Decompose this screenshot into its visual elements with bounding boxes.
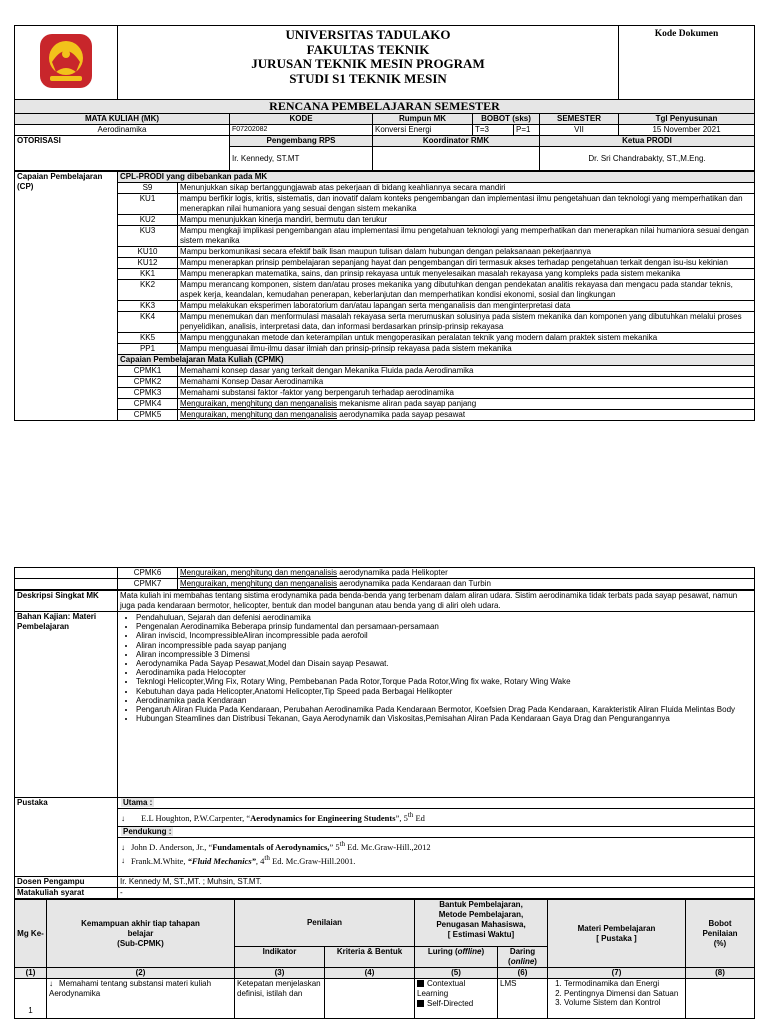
reference-support-list — [118, 838, 754, 877]
schedule-column-number: (2) — [47, 968, 235, 979]
cpl-row — [15, 183, 755, 194]
cpmk-code: CPMK5 — [118, 410, 178, 421]
cpl-code: KK3 — [118, 301, 178, 312]
lecturers-value: Ir. Kennedy M, ST.,MT. ; Muhsin, ST.MT. — [118, 877, 755, 888]
checkbox-icon — [417, 1000, 424, 1007]
otorisasi-coordinator — [373, 147, 540, 171]
schedule-header-indicator: Indikator — [235, 947, 325, 968]
schedule-weight — [686, 979, 755, 1019]
cpmk-code: CPMK4 — [118, 399, 178, 410]
topic-item: • Aliran incompressible 3 Dimensi — [136, 650, 752, 659]
cpmk-row — [15, 399, 755, 410]
arrow-bullet-icon: ↓ — [121, 856, 125, 866]
cpl-code: S9 — [118, 183, 178, 194]
cpl-code: KU12 — [118, 258, 178, 269]
cpmk-row — [15, 568, 755, 579]
cpmk-code: CPMK6 — [118, 568, 178, 579]
cp-label: Capaian Pembelajaran (CP) — [15, 172, 118, 421]
course-detail-table — [14, 590, 755, 899]
arrow-bullet-icon: ↓ — [49, 979, 53, 989]
schedule-indicator: Ketepatan menjelaskan definisi, istilah dan — [235, 979, 325, 1019]
topic-item: • Aliran incompressible pada sayap panjang — [136, 641, 752, 650]
cpl-text: Mampu melakukan eksperimen laboratorium dan/atau lapangan serta menganalisis dan menginterpretasi data — [178, 301, 755, 312]
cpl-text: Mampu menerapkan prinsip pembelajaran sepanjang hayat dan pengembangan diri termasuk akses terhadap pengetahuan terkait dengan isu-isu kekinian — [178, 258, 755, 269]
cpmk-row — [15, 388, 755, 399]
schedule-offline: Contextual Learning Self-Directed — [415, 979, 498, 1019]
cpmk-text: Memahami Konsep Dasar Aerodinamika — [178, 377, 755, 388]
references-support-label: Pendukung : — [123, 826, 172, 836]
course-semester: VII — [540, 125, 619, 136]
cpmk-code: CPMK1 — [118, 366, 178, 377]
col-header-date: Tgl Penyusunan — [619, 114, 755, 125]
references-cell — [118, 798, 755, 877]
cpmk-text: Memahami konsep dasar yang terkait dengan Mekanika Fluida pada Aerodinamika — [178, 366, 755, 377]
cpl-text: Mampu berkomunikasi secara efektif baik lisan maupun tulisan dalam hubungan dengan pelaksanaan pekerjaannya — [178, 247, 755, 258]
cpmk-continued-table — [14, 567, 755, 590]
schedule-column-number: (7) — [548, 968, 686, 979]
cpmk-code: CPMK7 — [118, 579, 178, 590]
schedule-material — [548, 979, 686, 1019]
topic-item: • Aerodinamika pada Kendaraan — [136, 696, 752, 705]
cpl-text: Mampu menemukan dan menformulasi masalah rekayasa serta merumuskan solusinya pada sistem mekanika dan komponen yang dibutuhkan melalui proses penyelidikan, analisis, interpretasi data, dan informasi berdasarkan prinsip-prinsip rekayasa — [178, 312, 755, 333]
prerequisite-label: Matakuliah syarat — [15, 888, 118, 899]
cpl-text: Mampu menerapkan matematika, sains, dan prinsip rekayasa untuk menyelesaikan masalah rekayasa yang kompleks pada sistem mekanika — [178, 269, 755, 280]
cpl-text: Mampu merancang komponen, sistem dan/atau proses mekanika yang dibutuhkan dengan pendekatan analitis rekayasa dan mengacu pada standar teknis, aspek kerja, keandalan, kemudahan penerapan, keberlanjutan dan memperhatikan kondisi ekonomi, sosial dan lingkungan — [178, 280, 755, 301]
cpl-text: Mampu menunjukkan kinerja mandiri, bermutu dan terukur — [178, 215, 755, 226]
topic-item: • Aerodynamika Pada Sayap Pesawat,Model dan Disain sayap Pesawat. — [136, 659, 752, 668]
schedule-column-number: (3) — [235, 968, 325, 979]
checkbox-icon — [417, 980, 424, 987]
cpl-row — [15, 269, 755, 280]
cp-table — [14, 171, 755, 421]
cp-label-continued — [15, 579, 118, 590]
cpmk-text: Menguraikan, menghitung dan menganalisis mekanisme aliran pada sayap panjang — [178, 399, 755, 410]
cpl-row — [15, 226, 755, 247]
schedule-column-number: (4) — [325, 968, 415, 979]
schedule-subcpmk: ↓ Memahami tentang substansi materi kuliah Aerodynamika — [47, 979, 235, 1019]
cpmk-row — [15, 366, 755, 377]
cpl-row — [15, 312, 755, 333]
schedule-header-subcpmk: Kemampuan akhir tiap tahapan belajar (Sub-CPMK) — [47, 900, 235, 968]
topic-item: • Aerodinamika pada Helocopter — [136, 668, 752, 677]
cpmk-text: Menguraikan, menghitung dan menganalisis aerodynamika pada Helikopter — [178, 568, 755, 579]
material-item: 1. Termodinamika dan Energi — [564, 979, 683, 988]
institution-title — [118, 26, 619, 100]
cp-label-continued — [15, 568, 118, 579]
schedule-column-number: (1) — [15, 968, 47, 979]
topics-list — [120, 613, 752, 723]
rps-page-1 — [14, 25, 754, 421]
material-item: 2. Pentingnya Dimensi dan Satuan — [564, 989, 683, 998]
schedule-number-row — [15, 968, 755, 979]
reference-support-item: ↓ Frank.M.White, “Fluid Mechanics”, 4th Ed. Mc.Graw-Hill.2001. — [121, 853, 356, 866]
reference-support-item: ↓ John D. Anderson, Jr., “Fundamentals of Aerodynamics,” 5th Ed. Mc.Graw-Hill.,2012 — [121, 839, 431, 852]
lecturers-label: Dosen Pengampu — [15, 877, 118, 888]
cpmk-row — [15, 410, 755, 421]
cpl-row — [15, 333, 755, 344]
cpl-text: Menunjukkan sikap bertanggungjawab atas pekerjaan di bidang keahliannya secara mandiri — [178, 183, 755, 194]
document-title: RENCANA PEMBELAJARAN SEMESTER — [15, 100, 755, 114]
schedule-header-weight: Bobot Penilaian (%) — [686, 900, 755, 968]
cpmk-text: Memahami substansi faktor -faktor yang berpengaruh terhadap aerodinamika — [178, 388, 755, 399]
university-logo-icon — [38, 32, 94, 90]
otorisasi-label: OTORISASI — [15, 136, 230, 171]
schedule-header-material: Materi Pembelajaran [ Pustaka ] — [548, 900, 686, 968]
col-header-code: KODE — [230, 114, 373, 125]
cpl-row — [15, 280, 755, 301]
cpmk-header: Capaian Pembelajaran Mata Kuliah (CPMK) — [118, 355, 755, 366]
course-code: F07202082 — [230, 125, 373, 136]
cpl-code: KU2 — [118, 215, 178, 226]
doc-code-label: Kode Dokumen — [619, 26, 755, 100]
rps-page-2 — [14, 567, 754, 1019]
cpl-row — [15, 301, 755, 312]
col-header-mk: MATA KULIAH (MK) — [15, 114, 230, 125]
otorisasi-header-coordinator: Koordinator RMK — [373, 136, 540, 147]
schedule-column-number: (8) — [686, 968, 755, 979]
schedule-column-number: (6) — [498, 968, 548, 979]
schedule-criteria — [325, 979, 415, 1019]
topic-item: • Aliran inviscid, IncompressibleAliran incompressible pada aerofoil — [136, 631, 752, 640]
schedule-week-number: 1 — [15, 979, 47, 1019]
schedule-online: LMS — [498, 979, 548, 1019]
reference-main: ↓ E.L Houghton, P.W.Carpenter, “Aerodynamics for Engineering Students”, 5th Ed — [118, 809, 754, 827]
cpl-code: KU3 — [118, 226, 178, 247]
cpl-row — [15, 215, 755, 226]
topic-item: • Kebutuhan daya pada Helicopter,Anatomi Helicopter,Tip Speed pada Berbagai Helikopter — [136, 687, 752, 696]
material-list — [550, 979, 683, 1007]
rps-header-table — [14, 25, 755, 171]
topic-item: • Teknlogi Helicopter,Wing Fix, Rotary Wing, Pembebanan Pada Rotor,Torque Pada Rotor,Wing fix wake, Rotary Wing Wake — [136, 677, 752, 686]
cpmk-row — [15, 377, 755, 388]
topic-item: • Hubungan Steamlines dan Distribusi Tekanan, Gaya Aerodynamik dan Viskositas,Pemisahan Aliran Pada Kendaraan Gaya Drag dan Pengurangannya — [136, 714, 752, 723]
schedule-header-online: Daring (online) — [498, 947, 548, 968]
description-label: Deskripsi Singkat MK — [15, 591, 118, 612]
course-bobot-p: P=1 — [514, 125, 540, 136]
cpl-code: KK2 — [118, 280, 178, 301]
arrow-bullet-icon: ↓ — [121, 842, 125, 852]
cpl-code: KK5 — [118, 333, 178, 344]
schedule-header-week: Mg Ke- — [15, 900, 47, 968]
otorisasi-header-developer: Pengembang RPS — [230, 136, 373, 147]
topics-label: Bahan Kajian: Materi Pembelajaran — [15, 612, 118, 798]
cpl-row — [15, 344, 755, 355]
cpl-text: Mampu menggunakan metode dan keterampilan untuk mengoperasikan peralatan teknik yang modern dalam praktek sistem mekanika — [178, 333, 755, 344]
topic-item: • Pendahuluan, Sejarah dan defenisi aerodinamika — [136, 613, 752, 622]
schedule-column-number: (5) — [415, 968, 498, 979]
col-header-rumpun: Rumpun MK — [373, 114, 473, 125]
cpmk-code: CPMK3 — [118, 388, 178, 399]
cpl-row — [15, 258, 755, 269]
schedule-header-offline: Luring (offline) — [415, 947, 498, 968]
prerequisite-value: - — [118, 888, 755, 899]
schedule-header-criteria: Kriteria & Bentuk — [325, 947, 415, 968]
references-main-label: Utama : — [123, 798, 153, 807]
cpmk-code: CPMK2 — [118, 377, 178, 388]
cpmk-row — [15, 579, 755, 590]
otorisasi-header-head: Ketua PRODI — [540, 136, 755, 147]
topic-item: • Pengenalan Aerodinamika Beberapa prinsip fundamental dan persamaan-persamaan — [136, 622, 752, 631]
cpl-text: mampu berfikir logis, kritis, sistematis, dan inovatif dalam konteks pengembangan dan implementasi ilmu pengetahuan dan teknologi yang memperhatikan dan menerapkan nilai humaniora yang sesuai dengan sistem mekanika — [178, 194, 755, 215]
cpmk-text: Menguraikan, menghitung dan menganalisis aerodynamika pada Kendaraan dan Turbin — [178, 579, 755, 590]
cpl-prodi-header: CPL-PRODI yang dibebankan pada MK — [118, 172, 755, 183]
schedule-header-assessment: Penilaian — [235, 900, 415, 947]
university-name: UNIVERSITAS TADULAKO — [285, 27, 451, 42]
schedule-header-help: Bantuk Pembelajaran, Metode Pembelajaran, Penugasan Mahasiswa, [ Estimasi Waktu] — [415, 900, 548, 947]
topics-cell — [118, 612, 755, 798]
cpmk-text: Menguraikan, menghitung dan menganalisis aerodynamika pada sayap pesawat — [178, 410, 755, 421]
otorisasi-developer: Ir. Kennedy, ST.MT — [230, 147, 373, 171]
course-name: Aerodinamika — [15, 125, 230, 136]
cpl-code: KK4 — [118, 312, 178, 333]
course-date: 15 November 2021 — [619, 125, 755, 136]
cpl-code: KK1 — [118, 269, 178, 280]
topic-item: • Pengaruh Aliran Fluida Pada Kendaraan, Perubahan Aerodinamika Pada Kendaraan Bermotor, Koefsien Drag Pada Kendaraan, Karakteristik Aliran Fluida Melintas Body — [136, 705, 752, 714]
schedule-row-week-1 — [15, 979, 755, 1019]
faculty-name: FAKULTAS TEKNIK — [306, 41, 430, 57]
department-name: JURUSAN TEKNIK MESIN PROGRAM — [251, 56, 485, 71]
arrow-bullet-icon: ↓ — [121, 813, 125, 823]
col-header-bobot: BOBOT (sks) — [473, 114, 540, 125]
course-bobot-t: T=3 — [473, 125, 514, 136]
cpl-code: KU1 — [118, 194, 178, 215]
course-rumpun: Konversi Energi — [373, 125, 473, 136]
description-text: Mata kuliah ini membahas tentang sistima erodynamika pada benda-benda yang terbenam dalam aliran udara. Sistim aerodinamika tidak terbats pada sayap pesawat, namun juga pada kendaraan bermotor, helicopter, bentuk dan model bangunan atau benda yang di aliri oleh udara. — [118, 591, 755, 612]
cpl-code: PP1 — [118, 344, 178, 355]
cpl-row — [15, 194, 755, 215]
cpl-row — [15, 247, 755, 258]
program-name: STUDI S1 TEKNIK MESIN — [289, 70, 447, 86]
cpl-text: Mampu menguasai ilmu-ilmu dasar ilmiah dan prinsip-prinsip rekayasa pada sistem mekanika — [178, 344, 755, 355]
university-logo-cell — [15, 26, 118, 100]
otorisasi-head: Dr. Sri Chandrabakty, ST.,M.Eng. — [540, 147, 755, 171]
cpl-text: Mampu mengkaji implikasi pengembangan atau implementasi ilmu pengetahuan teknologi yang memperhatikan dan menerapkan nilai humaniora sesuai dengan sistem mekanika — [178, 226, 755, 247]
material-item: 3. Volume Sistem dan Kontrol — [564, 998, 683, 1007]
references-label: Pustaka — [15, 798, 118, 877]
schedule-table — [14, 899, 755, 1019]
col-header-semester: SEMESTER — [540, 114, 619, 125]
cpl-code: KU10 — [118, 247, 178, 258]
